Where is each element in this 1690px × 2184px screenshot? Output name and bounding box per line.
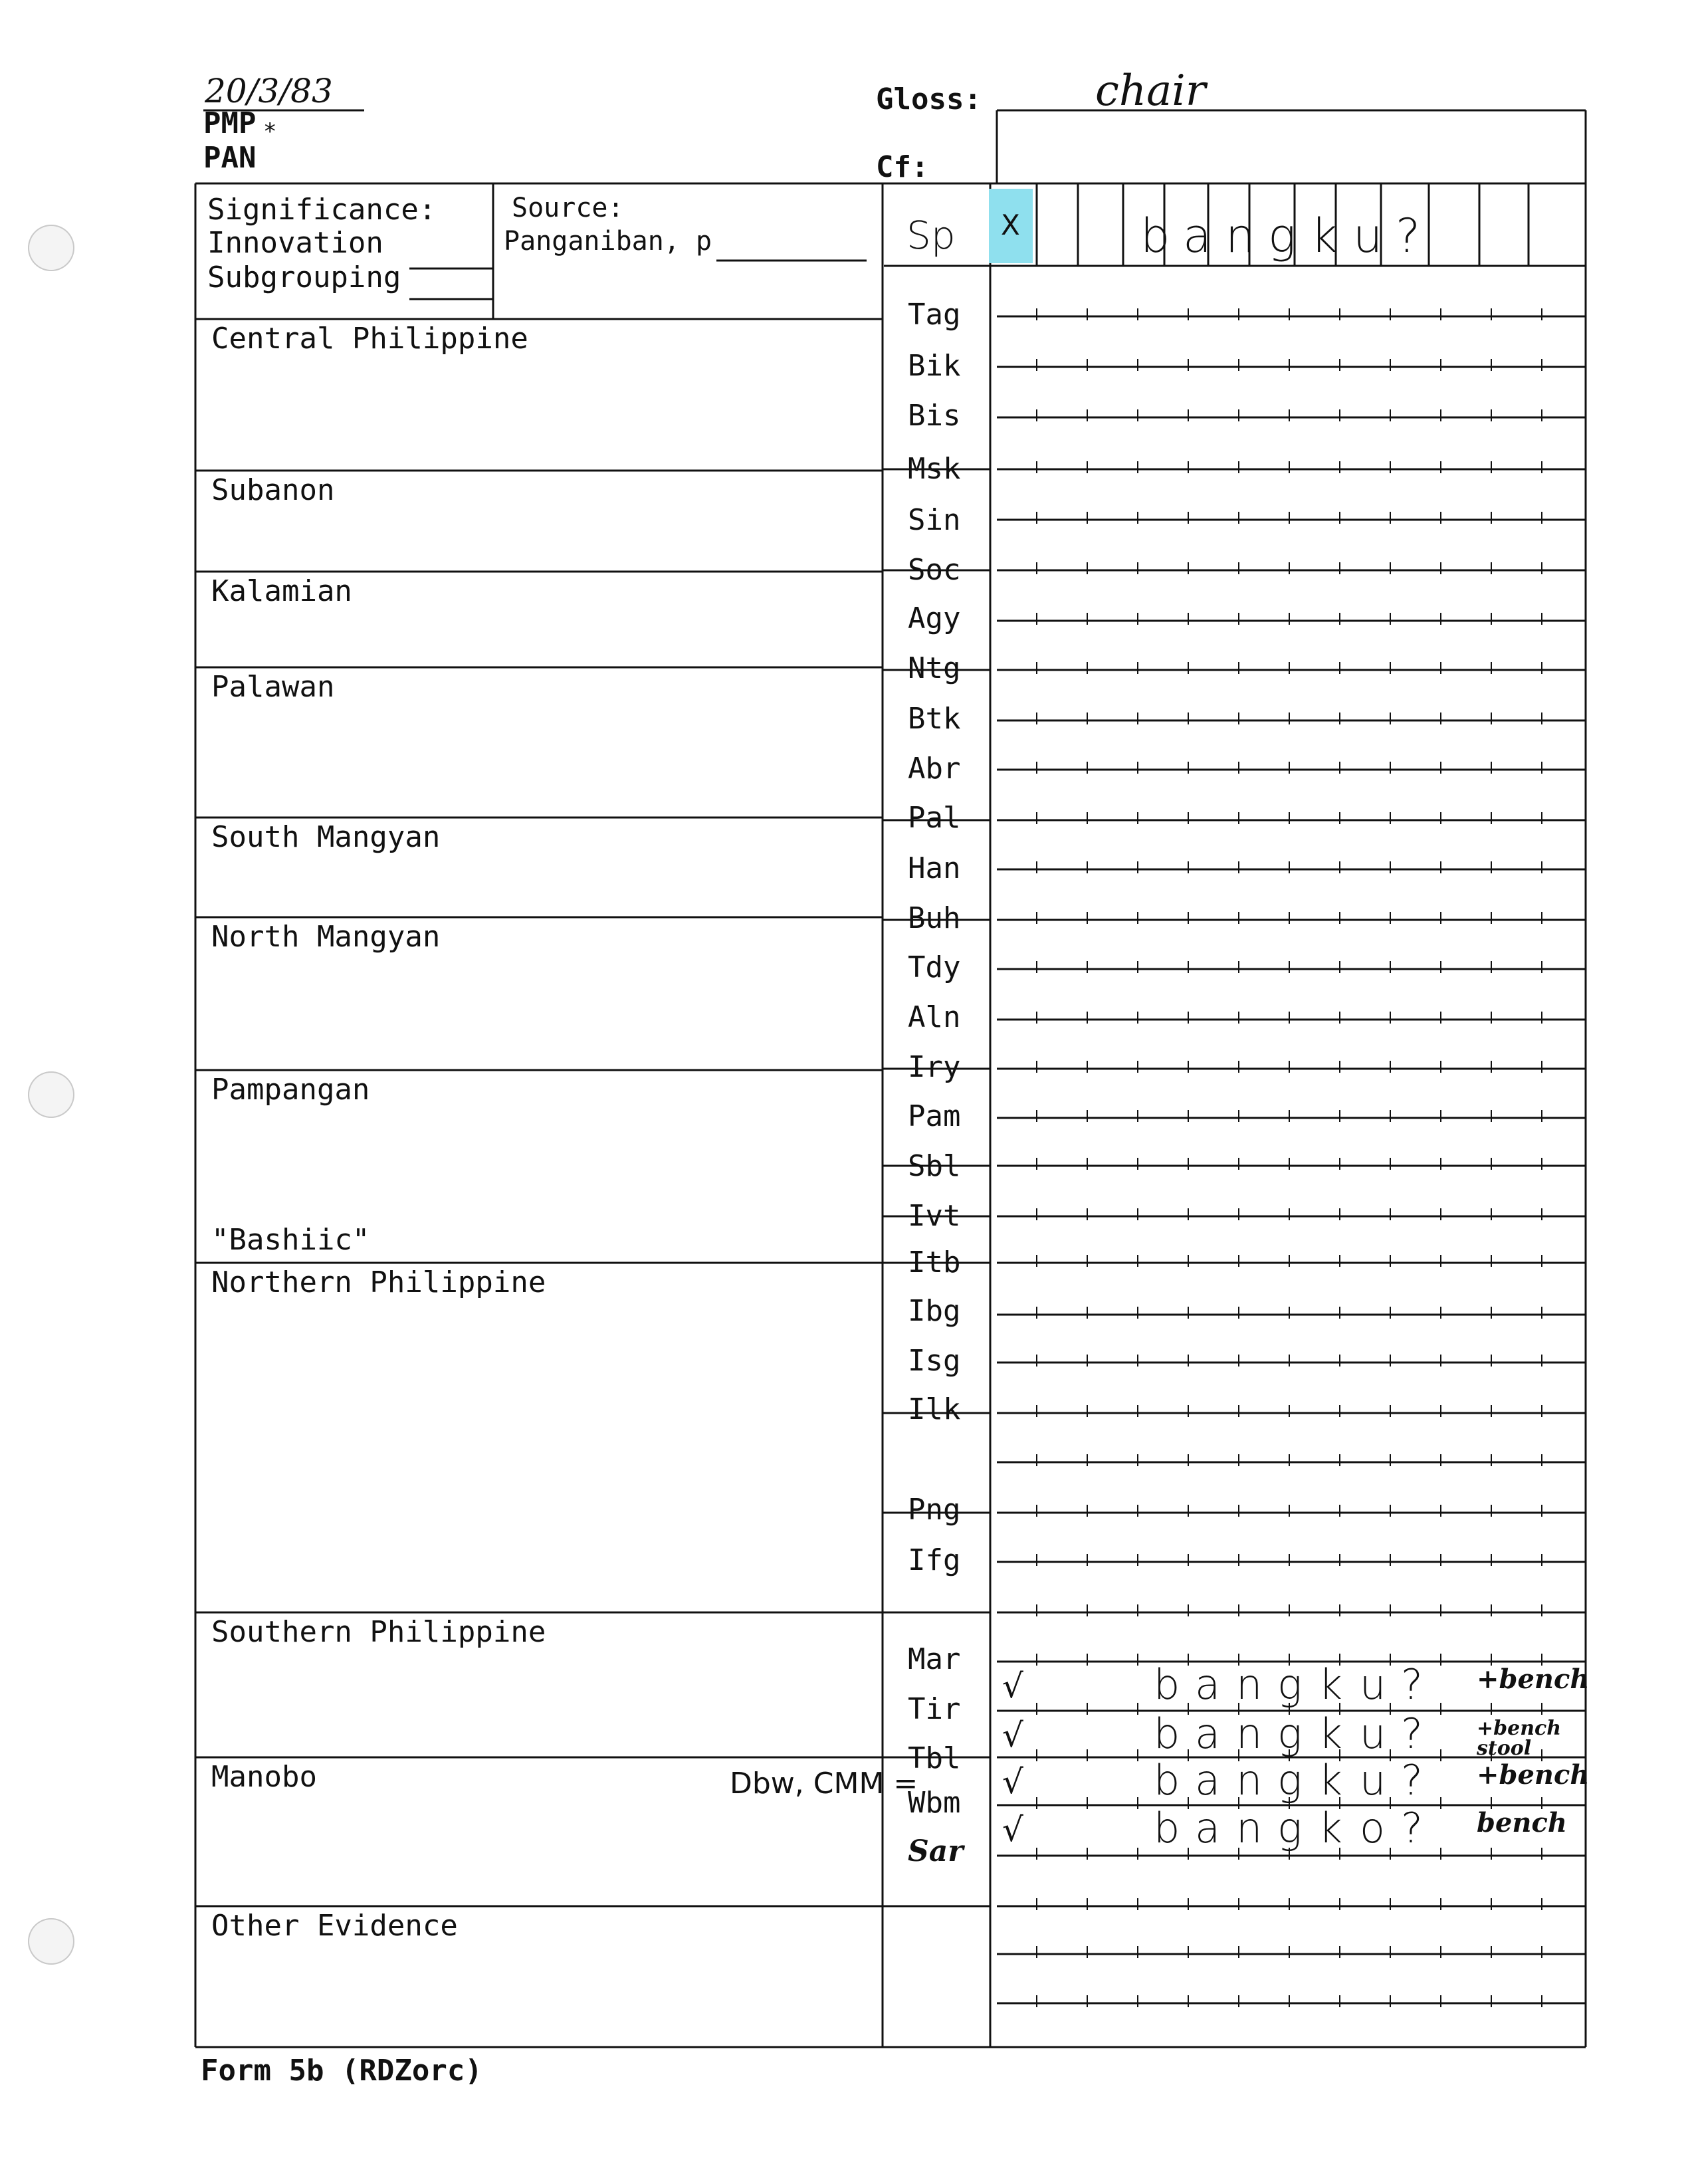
language-label: Bis (908, 399, 961, 433)
sp-form-letter: k (1311, 209, 1338, 263)
group-label: Northern Philippine (211, 1265, 546, 1299)
entry-form-letter: g (1277, 1756, 1303, 1804)
group-label: Manobo (211, 1760, 317, 1794)
cf-label: Cf: (876, 150, 929, 184)
language-label: Pam (908, 1099, 961, 1133)
group-label: Other Evidence (211, 1909, 458, 1943)
language-label: Tdy (908, 950, 961, 984)
entry-form-letter: n (1236, 1660, 1263, 1709)
pmp-label: PMP (203, 106, 257, 140)
sp-form-letter: ? (1396, 209, 1421, 263)
group-label: Pampangan (211, 1073, 370, 1107)
language-label: Btk (908, 702, 961, 736)
language-label: Soc (908, 553, 961, 587)
wbm-source-note: Dbw, CMM = (730, 1767, 918, 1801)
group-label: Palawan (211, 670, 335, 704)
entry-form-letter: o (1360, 1804, 1385, 1852)
gloss-value: chair (1095, 66, 1206, 116)
entry-form-letter: ? (1401, 1804, 1423, 1852)
entry-form-letter: b (1154, 1756, 1180, 1804)
asterisk-mark: * (263, 118, 277, 145)
sp-form-letter: g (1268, 209, 1297, 263)
entry-gloss: +bench (1477, 1664, 1590, 1695)
innovation-label: Innovation (207, 226, 383, 260)
entry-form-letter: g (1277, 1660, 1303, 1709)
sp-mark: X (1001, 209, 1020, 241)
language-label: Ntg (908, 651, 961, 685)
entry-form-letter: a (1195, 1709, 1220, 1758)
language-label: Mar (908, 1642, 961, 1676)
sp-label: Sp (906, 213, 956, 258)
language-label: Iry (908, 1050, 961, 1084)
entry-form-letter: n (1236, 1756, 1263, 1804)
language-label: Tbl (908, 1741, 961, 1775)
source-value: Panganiban, p (504, 226, 712, 257)
language-label: Sar (908, 1834, 964, 1868)
sp-form-letter: b (1140, 209, 1170, 263)
language-label: Tir (908, 1692, 961, 1726)
entry-form-letter: u (1360, 1660, 1386, 1709)
language-label: Ilk (908, 1392, 961, 1426)
group-label: Central Philippine (211, 322, 528, 356)
entry-form-letter: u (1360, 1709, 1386, 1758)
language-label: Msk (908, 452, 961, 486)
subgrouping-label: Subgrouping (207, 261, 401, 294)
significance-label: Significance: (207, 193, 437, 227)
language-label: Sbl (908, 1149, 961, 1183)
entry-form-letter: ? (1401, 1709, 1423, 1758)
entry-form-letter: u (1360, 1756, 1386, 1804)
group-label: North Mangyan (211, 920, 441, 954)
language-label: Itb (908, 1246, 961, 1279)
entry-form-letter: a (1195, 1756, 1220, 1804)
source-label: Source: (512, 193, 624, 223)
language-label: Pal (908, 801, 961, 835)
language-label: Sin (908, 503, 961, 537)
entry-form-letter: b (1154, 1660, 1180, 1709)
entry-form-letter: a (1195, 1804, 1220, 1852)
entry-form-letter: b (1154, 1709, 1180, 1758)
group-label: South Mangyan (211, 820, 441, 854)
entry-form-letter: n (1236, 1709, 1263, 1758)
entry-form-letter: g (1277, 1709, 1303, 1758)
language-label: Han (908, 851, 961, 885)
form-footer: Form 5b (RDZorc) (201, 2054, 482, 2088)
entry-form-letter: k (1319, 1804, 1342, 1852)
entry-gloss: +bench (1477, 1759, 1590, 1791)
entry-check: √ (1002, 1810, 1023, 1849)
language-label: Wbm (908, 1786, 961, 1820)
language-label: Isg (908, 1344, 961, 1378)
entry-form-letter: k (1319, 1660, 1342, 1709)
sp-form-letter: a (1183, 209, 1212, 263)
entry-form-letter: ? (1401, 1756, 1423, 1804)
entry-form-letter: a (1195, 1660, 1220, 1709)
language-label: Abr (908, 752, 961, 786)
language-label: Ifg (908, 1543, 961, 1577)
sp-form-letter: u (1353, 209, 1383, 263)
entry-gloss: bench (1477, 1807, 1567, 1838)
entry-check: √ (1002, 1763, 1023, 1801)
entry-form-letter: g (1277, 1804, 1303, 1852)
group-label: Kalamian (211, 574, 352, 608)
language-label: Png (908, 1493, 961, 1527)
pan-label: PAN (203, 141, 257, 175)
language-label: Aln (908, 1000, 961, 1034)
sp-form-letter: n (1225, 209, 1255, 263)
language-label: Ivt (908, 1199, 961, 1233)
entry-check: √ (1002, 1716, 1023, 1755)
language-label: Agy (908, 601, 961, 635)
group-label: Southern Philippine (211, 1615, 546, 1649)
language-label: Ibg (908, 1294, 961, 1328)
language-label: Buh (908, 901, 961, 935)
entry-form-letter: n (1236, 1804, 1263, 1852)
gloss-label: Gloss: (876, 82, 982, 116)
entry-check: √ (1002, 1667, 1023, 1705)
language-label: Bik (908, 349, 961, 383)
group-label: Subanon (211, 473, 335, 507)
entry-form-letter: k (1319, 1756, 1342, 1804)
language-label: Tag (908, 298, 961, 332)
entry-form-letter: b (1154, 1804, 1180, 1852)
entry-form-letter: k (1319, 1709, 1342, 1758)
date-handwritten: 20/3/83 (205, 72, 333, 110)
entry-form-letter: ? (1401, 1660, 1423, 1709)
group-label: "Bashiic" (211, 1223, 370, 1257)
entry-gloss: +bench stool (1477, 1717, 1562, 1760)
